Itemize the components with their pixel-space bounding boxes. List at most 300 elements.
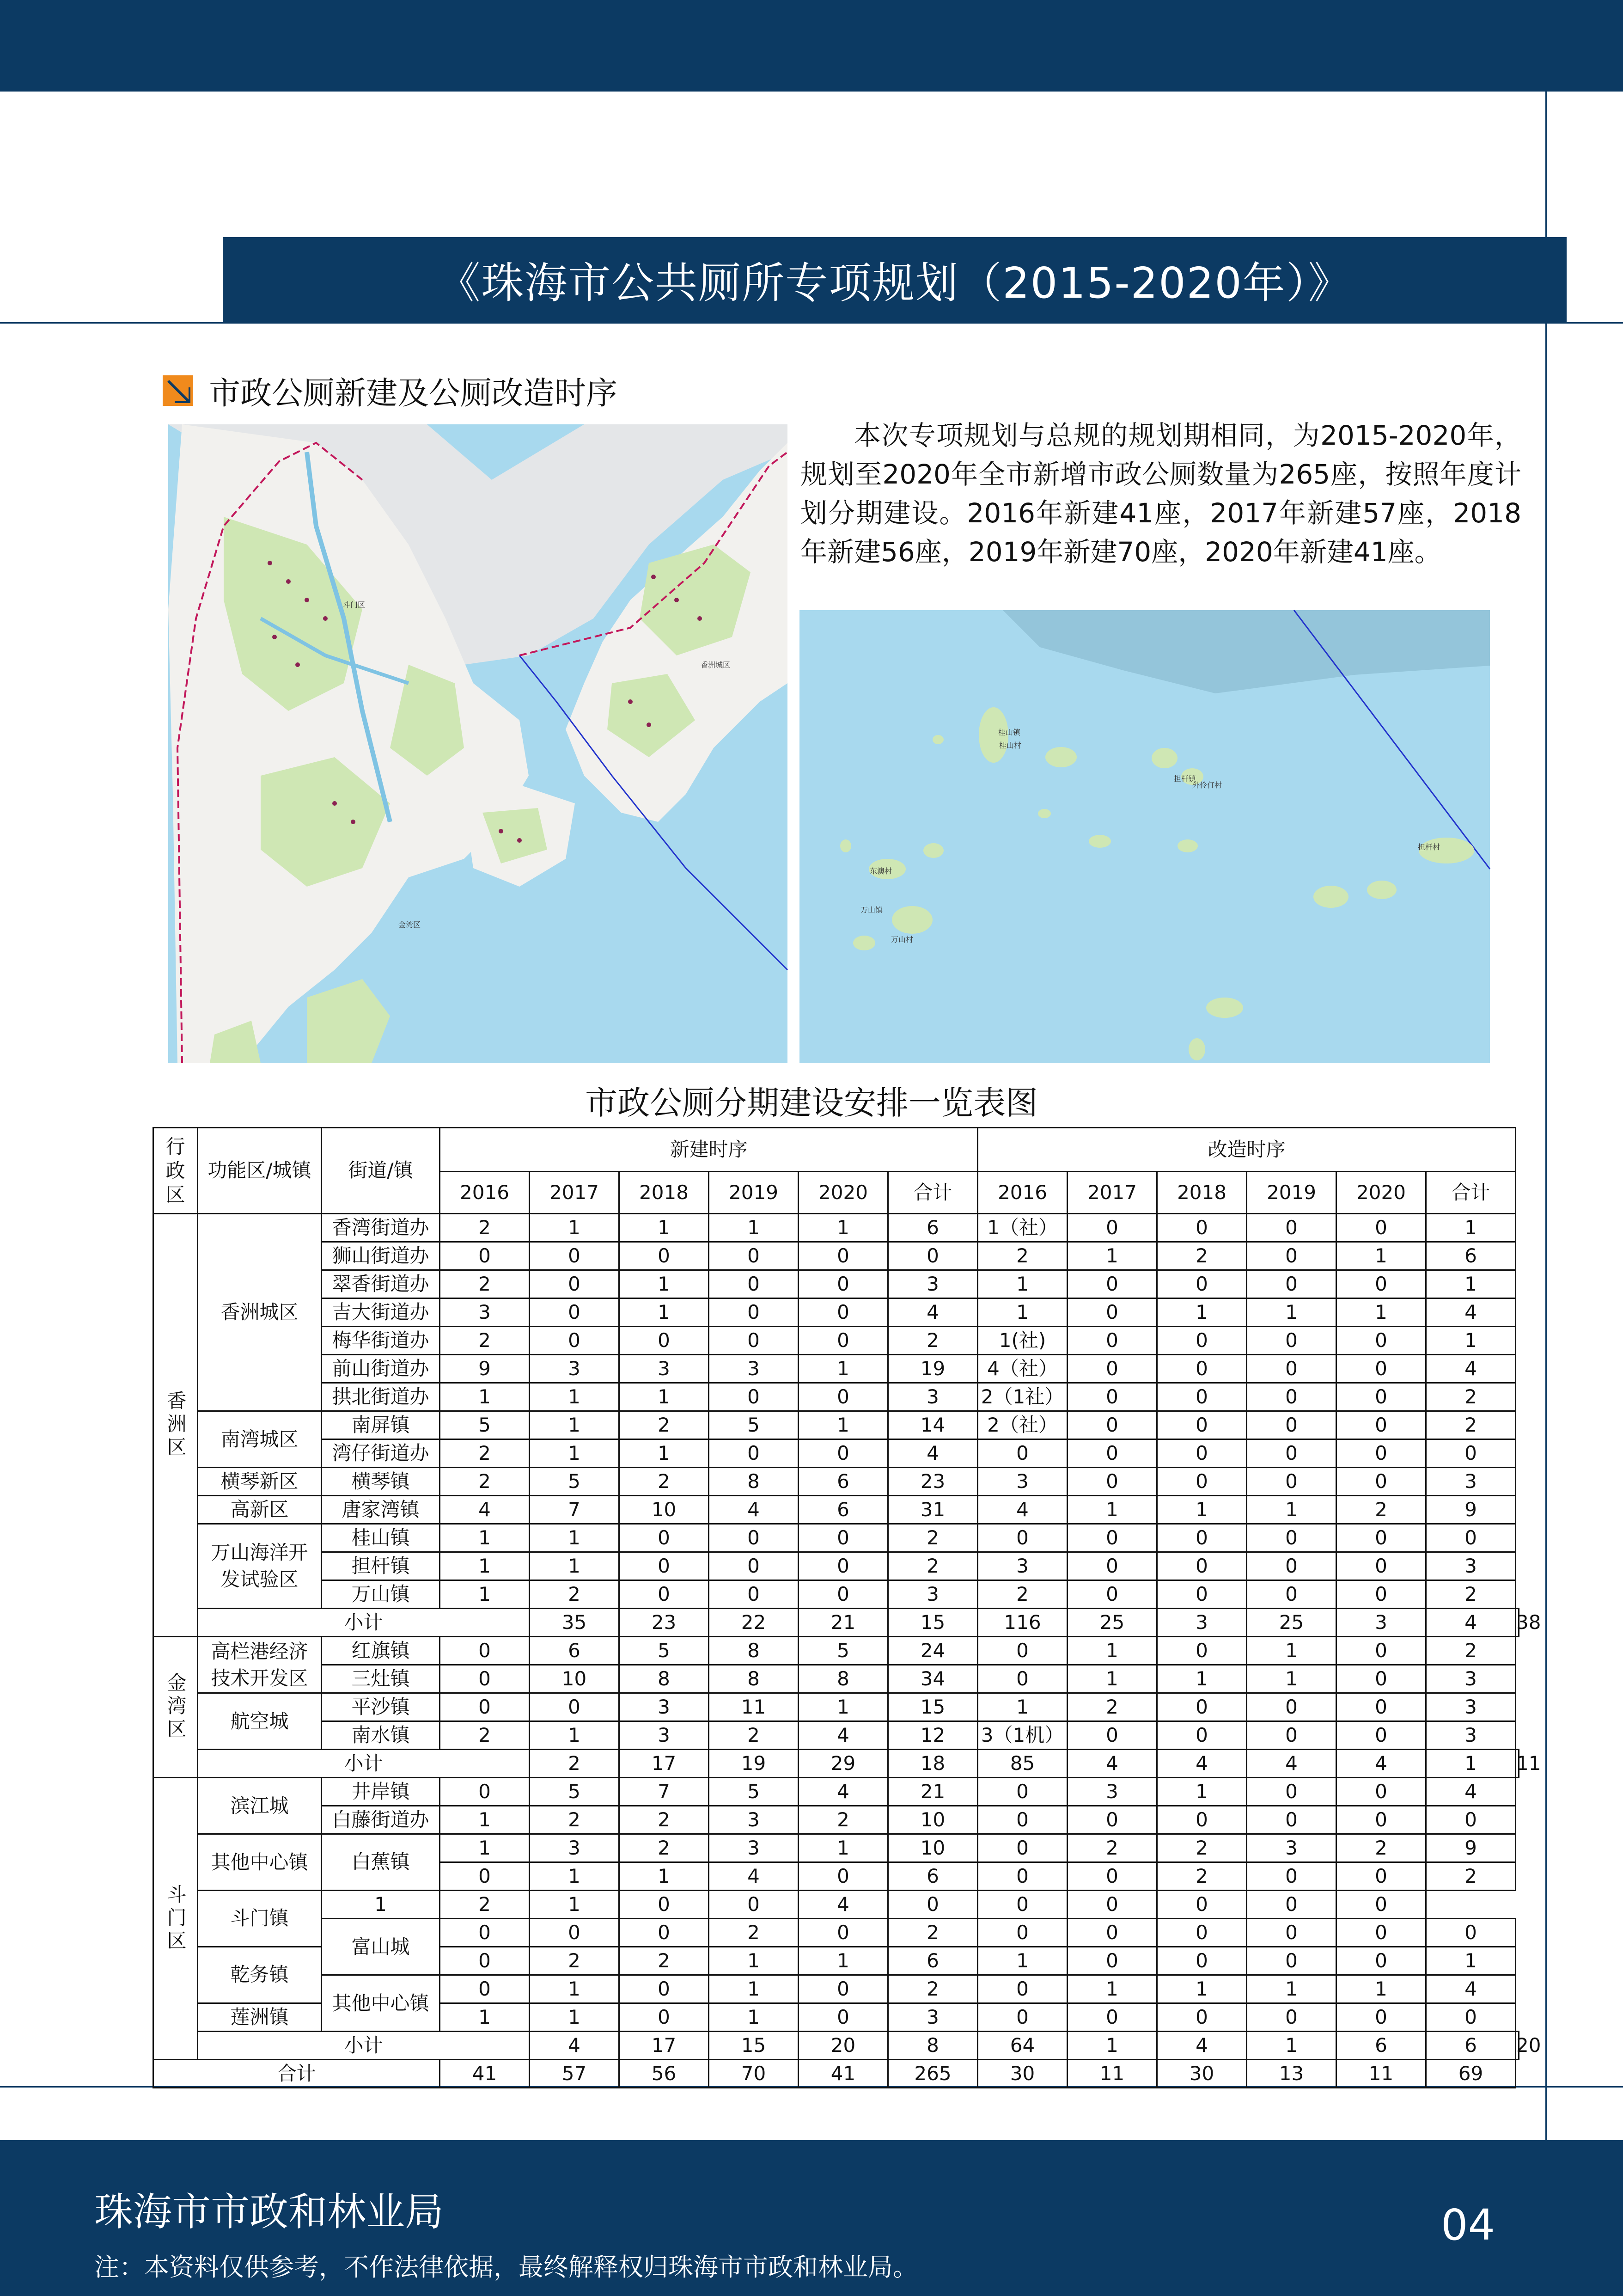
- renov-value-cell: 2: [978, 1242, 1068, 1270]
- renov-value-cell: 0: [1336, 1665, 1426, 1693]
- new-value-cell: 1: [530, 1862, 619, 1891]
- renov-value-cell: 1: [1426, 1327, 1516, 1355]
- table-row: [153, 1637, 1519, 1665]
- new-value-cell: 0: [799, 1270, 888, 1298]
- street-cell: 白蕉镇: [322, 1834, 440, 1891]
- table-row: [153, 1439, 1519, 1468]
- renov-value-cell: 4: [1426, 1975, 1516, 2003]
- renov-value-cell: 0: [1157, 1270, 1247, 1298]
- new-value-cell: 85: [978, 1750, 1068, 1778]
- renov-value-cell: 0: [1157, 1693, 1247, 1721]
- new-value-cell: 1: [619, 1270, 709, 1298]
- new-value-cell: 6: [888, 1862, 978, 1891]
- new-value-cell: 2: [619, 1806, 709, 1834]
- renov-value-cell: 0: [1157, 1355, 1247, 1383]
- new-value-cell: 0: [619, 1580, 709, 1609]
- new-value-cell: 3: [619, 1355, 709, 1383]
- street-cell: 红旗镇: [322, 1637, 440, 1665]
- new-value-cell: 0: [619, 1524, 709, 1552]
- renov-value-cell: 30: [978, 2060, 1068, 2088]
- map-islands: [799, 610, 1490, 1063]
- new-value-cell: 8: [799, 1665, 888, 1693]
- new-value-cell: 64: [978, 2032, 1068, 2060]
- renov-value-cell: 11: [1336, 2060, 1426, 2088]
- renov-value-cell: 0: [1157, 1439, 1247, 1468]
- street-cell: 桂山镇: [322, 1524, 440, 1552]
- renov-value-cell: 2: [1157, 1242, 1247, 1270]
- street-cell: 斗门镇: [198, 1891, 322, 1947]
- renov-value-cell: 4: [1068, 1750, 1157, 1778]
- new-value-cell: 2: [888, 1327, 978, 1355]
- renov-value-cell: 38: [1516, 1609, 1519, 1637]
- new-value-cell: 21: [799, 1609, 888, 1637]
- header-new-year: 2019: [709, 1172, 799, 1214]
- renov-value-cell: 0: [1247, 1242, 1336, 1270]
- renov-value-cell: 0: [1247, 1806, 1336, 1834]
- renov-value-cell: 1: [1068, 2032, 1157, 2060]
- func-area-cell: 滨江城: [198, 1778, 322, 1834]
- new-value-cell: 20: [799, 2032, 888, 2060]
- new-value-cell: 1: [799, 1214, 888, 1242]
- new-value-cell: 2: [709, 1721, 799, 1750]
- renov-value-cell: 2（社）: [978, 1411, 1068, 1439]
- new-value-cell: 8: [619, 1665, 709, 1693]
- street-cell: 莲洲镇: [198, 2003, 322, 2032]
- new-value-cell: 1: [619, 1862, 709, 1891]
- renov-value-cell: 3: [1336, 1609, 1426, 1637]
- new-value-cell: 3: [709, 1806, 799, 1834]
- new-value-cell: 7: [619, 1778, 709, 1806]
- new-value-cell: 2: [440, 1468, 530, 1496]
- new-value-cell: 3: [619, 1693, 709, 1721]
- renov-value-cell: 0: [1247, 1947, 1336, 1975]
- new-value-cell: 2: [440, 1721, 530, 1750]
- new-value-cell: 6: [888, 1214, 978, 1242]
- renov-value-cell: 1: [1068, 1242, 1157, 1270]
- func-area-cell: 香洲城区: [198, 1214, 322, 1411]
- renov-value-cell: 6: [1426, 2032, 1516, 2060]
- section-header: [163, 370, 617, 411]
- renov-value-cell: 3: [1247, 1834, 1336, 1862]
- new-value-cell: 5: [709, 1411, 799, 1439]
- renov-value-cell: 4: [1157, 2032, 1247, 2060]
- new-value-cell: 0: [440, 1693, 530, 1721]
- renov-value-cell: 0: [1426, 1806, 1516, 1834]
- new-value-cell: 56: [619, 2060, 709, 2088]
- map-label-dangan-village: 担杆村: [1418, 843, 1440, 851]
- district-cell: 金湾区: [153, 1637, 198, 1778]
- renov-value-cell: 0: [1247, 1468, 1336, 1496]
- map-label-jinwan: 金湾区: [398, 920, 421, 929]
- table-row: [153, 1298, 1519, 1327]
- new-value-cell: 1: [440, 1383, 530, 1411]
- renov-value-cell: 0: [1426, 2003, 1516, 2032]
- table-row: [153, 1411, 1519, 1439]
- new-value-cell: 0: [440, 1975, 530, 2003]
- new-value-cell: 6: [530, 1637, 619, 1665]
- district-cell: 香洲区: [153, 1214, 198, 1637]
- street-cell: 前山街道办: [322, 1355, 440, 1383]
- new-value-cell: 6: [799, 1468, 888, 1496]
- new-value-cell: 0: [709, 1298, 799, 1327]
- table-title: 市政公厕分期建设安排一览表图: [585, 1084, 1038, 1122]
- new-value-cell: 4: [530, 2032, 619, 2060]
- new-value-cell: 24: [888, 1637, 978, 1665]
- renov-value-cell: 2: [1426, 1637, 1516, 1665]
- new-value-cell: 8: [709, 1637, 799, 1665]
- new-value-cell: 0: [799, 1552, 888, 1580]
- new-value-cell: 5: [619, 1637, 709, 1665]
- new-value-cell: 0: [709, 1524, 799, 1552]
- func-area-cell: 万山海洋开发试验区: [198, 1524, 322, 1609]
- func-area-cell: 高栏港经济技术开发区: [198, 1637, 322, 1693]
- renov-value-cell: 0: [1336, 1355, 1426, 1383]
- subtotal-label: 小计: [198, 1609, 530, 1637]
- header-district: 行政区: [153, 1128, 198, 1214]
- new-value-cell: 0: [799, 1242, 888, 1270]
- renov-value-cell: 0: [1157, 1468, 1247, 1496]
- table-row: [153, 1242, 1519, 1270]
- table-row: [153, 1778, 1519, 1806]
- renov-value-cell: 3: [978, 1468, 1068, 1496]
- table-row: [153, 1721, 1519, 1750]
- renov-value-cell: 3: [1426, 1552, 1516, 1580]
- new-value-cell: 6: [888, 1947, 978, 1975]
- renov-value-cell: 0: [1157, 1806, 1247, 1834]
- new-value-cell: 1: [440, 1580, 530, 1609]
- renov-value-cell: 1: [1247, 1665, 1336, 1693]
- new-value-cell: 31: [888, 1496, 978, 1524]
- subtotal-row: [153, 1609, 1519, 1637]
- header-renov-year: 2020: [1336, 1172, 1426, 1214]
- street-cell: 翠香街道办: [322, 1270, 440, 1298]
- new-value-cell: 14: [888, 1411, 978, 1439]
- renov-value-cell: 0: [1068, 1891, 1157, 1919]
- renov-value-cell: 0: [1068, 1468, 1157, 1496]
- new-value-cell: 0: [530, 1298, 619, 1327]
- arrow-down-right-icon: [163, 375, 193, 406]
- renov-value-cell: 2: [978, 1580, 1068, 1609]
- renov-value-cell: 0: [1426, 1919, 1516, 1947]
- header-renov-group: 改造时序: [978, 1128, 1516, 1172]
- street-cell: 担杆镇: [322, 1552, 440, 1580]
- new-value-cell: 4: [799, 1891, 888, 1919]
- new-value-cell: 2: [440, 1214, 530, 1242]
- new-value-cell: 2: [619, 1468, 709, 1496]
- new-value-cell: 0: [440, 1637, 530, 1665]
- renov-value-cell: 0: [978, 1778, 1068, 1806]
- renov-value-cell: 0: [1336, 1524, 1426, 1552]
- renov-value-cell: 0: [1068, 2003, 1157, 2032]
- new-value-cell: 15: [888, 1609, 978, 1637]
- new-value-cell: 3: [530, 1834, 619, 1862]
- renov-value-cell: 3: [1426, 1665, 1516, 1693]
- renov-value-cell: 1: [1068, 1975, 1157, 2003]
- new-value-cell: 5: [440, 1411, 530, 1439]
- map-label-guishan-town: 桂山镇: [998, 728, 1021, 737]
- new-value-cell: 22: [709, 1609, 799, 1637]
- new-value-cell: 19: [888, 1355, 978, 1383]
- renov-value-cell: 30: [1157, 2060, 1247, 2088]
- renov-value-cell: 4: [1426, 1298, 1516, 1327]
- renov-value-cell: 0: [1336, 1919, 1426, 1947]
- renov-value-cell: 0: [1068, 1947, 1157, 1975]
- street-cell: 南水镇: [322, 1721, 440, 1750]
- renov-value-cell: 0: [1247, 1693, 1336, 1721]
- new-value-cell: 7: [530, 1496, 619, 1524]
- renov-value-cell: 9: [1426, 1496, 1516, 1524]
- renov-value-cell: 0: [1068, 1552, 1157, 1580]
- renov-value-cell: 0: [978, 2003, 1068, 2032]
- renov-value-cell: 0: [1247, 1383, 1336, 1411]
- new-value-cell: 1: [530, 1975, 619, 2003]
- new-value-cell: 0: [440, 1778, 530, 1806]
- new-value-cell: 0: [799, 1580, 888, 1609]
- table-row: [153, 1552, 1519, 1580]
- new-value-cell: 2: [619, 1947, 709, 1975]
- new-value-cell: 1: [440, 1552, 530, 1580]
- new-value-cell: 4: [799, 1721, 888, 1750]
- new-value-cell: 0: [530, 1327, 619, 1355]
- renov-value-cell: 0: [1247, 1580, 1336, 1609]
- new-value-cell: 1: [440, 2003, 530, 2032]
- renov-value-cell: 3（1机）: [978, 1721, 1068, 1750]
- new-value-cell: 116: [978, 1609, 1068, 1637]
- total-label: 合计: [153, 2060, 440, 2088]
- func-area-cell: 高新区: [198, 1496, 322, 1524]
- renov-value-cell: 0: [978, 1524, 1068, 1552]
- renov-value-cell: 4: [1426, 1355, 1516, 1383]
- renov-value-cell: 0: [1068, 1721, 1157, 1750]
- new-value-cell: 1: [530, 1552, 619, 1580]
- header-func: 功能区/城镇: [198, 1128, 322, 1214]
- header-new-group: 新建时序: [440, 1128, 978, 1172]
- renov-value-cell: 1: [1157, 1298, 1247, 1327]
- new-value-cell: 0: [799, 1919, 888, 1947]
- street-cell: 白藤街道办: [322, 1806, 440, 1834]
- new-value-cell: 1: [530, 1383, 619, 1411]
- renov-value-cell: 0: [1247, 1721, 1336, 1750]
- renov-value-cell: 1: [1247, 1637, 1336, 1665]
- rule-upper: [0, 322, 1623, 324]
- header-new-year: 2017: [530, 1172, 619, 1214]
- renov-value-cell: 0: [1247, 1439, 1336, 1468]
- new-value-cell: 1: [530, 1524, 619, 1552]
- table-row: [153, 1693, 1519, 1721]
- new-value-cell: 1: [709, 2003, 799, 2032]
- renov-value-cell: 0: [1336, 2003, 1426, 2032]
- func-area-cell: 航空城: [198, 1693, 322, 1750]
- renov-value-cell: 0: [1336, 1806, 1426, 1834]
- renov-value-cell: 3: [1068, 1778, 1157, 1806]
- construction-schedule-table: [153, 1127, 1541, 2088]
- renov-value-cell: 0: [1157, 1383, 1247, 1411]
- table-row: [153, 1214, 1519, 1242]
- new-value-cell: 1: [799, 1411, 888, 1439]
- street-cell: 井岸镇: [322, 1778, 440, 1806]
- new-value-cell: 0: [799, 1975, 888, 2003]
- new-value-cell: 35: [530, 1609, 619, 1637]
- renov-value-cell: 69: [1426, 2060, 1516, 2088]
- map-label-xiangzhou: 香洲城区: [701, 661, 731, 669]
- new-value-cell: 2: [530, 1750, 619, 1778]
- footer-org: 珠海市市政和林业局: [94, 2189, 444, 2235]
- renov-value-cell: 0: [1336, 1637, 1426, 1665]
- new-value-cell: 1: [619, 1439, 709, 1468]
- header-new-year: 2016: [440, 1172, 530, 1214]
- new-value-cell: 1: [799, 1834, 888, 1862]
- new-value-cell: 17: [619, 1750, 709, 1778]
- street-cell: 万山镇: [322, 1580, 440, 1609]
- renov-value-cell: 1: [1157, 1665, 1247, 1693]
- table-row: [153, 1496, 1519, 1524]
- renov-value-cell: 0: [1157, 1919, 1247, 1947]
- renov-value-cell: 0: [1247, 1214, 1336, 1242]
- renov-value-cell: 0: [1157, 1214, 1247, 1242]
- table-row: [153, 1383, 1519, 1411]
- street-cell: 香湾街道办: [322, 1214, 440, 1242]
- new-value-cell: 0: [619, 1327, 709, 1355]
- new-value-cell: 1: [619, 1298, 709, 1327]
- new-value-cell: 0: [619, 1975, 709, 2003]
- new-value-cell: 0: [709, 1580, 799, 1609]
- renov-value-cell: 4: [1157, 1750, 1247, 1778]
- func-area-cell: 其他中心镇: [198, 1834, 322, 1891]
- map-label-guishan-village: 桂山村: [999, 741, 1022, 750]
- map-main-city: [168, 424, 787, 1063]
- street-cell: 梅华街道办: [322, 1327, 440, 1355]
- renov-value-cell: 1（社）: [978, 1214, 1068, 1242]
- new-value-cell: 0: [799, 2003, 888, 2032]
- renov-value-cell: 1: [1426, 1270, 1516, 1298]
- renov-value-cell: 20: [1516, 2032, 1519, 2060]
- renov-value-cell: 0: [1068, 1580, 1157, 1609]
- new-value-cell: 2: [888, 1524, 978, 1552]
- new-value-cell: 2: [799, 1806, 888, 1834]
- renov-value-cell: 0: [1336, 1383, 1426, 1411]
- street-cell: 吉大街道办: [322, 1298, 440, 1327]
- new-value-cell: 10: [530, 1665, 619, 1693]
- new-value-cell: 1: [440, 1806, 530, 1834]
- new-value-cell: 2: [530, 1806, 619, 1834]
- street-cell: 横琴镇: [322, 1468, 440, 1496]
- renov-value-cell: 0: [978, 1891, 1068, 1919]
- renov-value-cell: 6: [1426, 1242, 1516, 1270]
- renov-value-cell: 0: [1336, 1552, 1426, 1580]
- renov-value-cell: 1: [978, 1947, 1068, 1975]
- new-value-cell: 1: [530, 1411, 619, 1439]
- map-label-wanshan-village: 万山村: [891, 935, 914, 944]
- new-value-cell: 21: [888, 1778, 978, 1806]
- new-value-cell: 3: [888, 1580, 978, 1609]
- new-value-cell: 2: [888, 1552, 978, 1580]
- new-value-cell: 0: [709, 1270, 799, 1298]
- renov-value-cell: 0: [1336, 1439, 1426, 1468]
- table-row: [153, 1355, 1519, 1383]
- renov-value-cell: 1: [1247, 1496, 1336, 1524]
- renov-value-cell: 0: [1336, 1214, 1426, 1242]
- subtotal-row: [153, 1750, 1519, 1778]
- table-row: [153, 1834, 1519, 1862]
- renov-value-cell: 0: [1068, 1214, 1157, 1242]
- new-value-cell: 70: [709, 2060, 799, 2088]
- new-value-cell: 8: [709, 1665, 799, 1693]
- renov-value-cell: 2: [1426, 1383, 1516, 1411]
- new-value-cell: 1: [799, 1947, 888, 1975]
- street-cell: 唐家湾镇: [322, 1496, 440, 1524]
- renov-value-cell: 3: [1426, 1468, 1516, 1496]
- document-title: 《珠海市公共厕所专项规划（2015-2020年）》: [223, 237, 1567, 322]
- map-label-dangan-town: 担杆镇: [1174, 774, 1196, 783]
- new-value-cell: 4: [888, 1439, 978, 1468]
- new-value-cell: 1: [709, 1214, 799, 1242]
- renov-value-cell: 0: [1336, 1411, 1426, 1439]
- renov-value-cell: 0: [1247, 1270, 1336, 1298]
- renov-value-cell: 0: [1068, 1439, 1157, 1468]
- func-area-cell: 横琴新区: [198, 1468, 322, 1496]
- new-value-cell: 0: [799, 1298, 888, 1327]
- new-value-cell: 1: [799, 1355, 888, 1383]
- renov-value-cell: 0: [1157, 1721, 1247, 1750]
- renov-value-cell: 0: [978, 1919, 1068, 1947]
- renov-value-cell: 0: [888, 1891, 978, 1919]
- new-value-cell: 41: [799, 2060, 888, 2088]
- table-row: [153, 1975, 1519, 2003]
- renov-value-cell: 1: [1247, 1298, 1336, 1327]
- new-value-cell: 8: [888, 2032, 978, 2060]
- renov-value-cell: 0: [978, 1975, 1068, 2003]
- renov-value-cell: 0: [1157, 1637, 1247, 1665]
- new-value-cell: 0: [619, 1552, 709, 1580]
- renov-value-cell: 4: [1426, 1609, 1516, 1637]
- new-value-cell: 0: [530, 1693, 619, 1721]
- renov-value-cell: 0: [978, 1806, 1068, 1834]
- new-value-cell: 5: [530, 1778, 619, 1806]
- table-row: [153, 1327, 1519, 1355]
- new-value-cell: 1: [530, 1891, 619, 1919]
- new-value-cell: 8: [709, 1468, 799, 1496]
- header-renov-year: 2018: [1157, 1172, 1247, 1214]
- renov-value-cell: 25: [1247, 1609, 1336, 1637]
- renov-value-cell: 25: [1068, 1609, 1157, 1637]
- new-value-cell: 1: [530, 1214, 619, 1242]
- renov-value-cell: 1: [1336, 1298, 1426, 1327]
- new-value-cell: 2: [530, 1580, 619, 1609]
- renov-value-cell: 0: [1157, 1552, 1247, 1580]
- renov-value-cell: 0: [978, 1834, 1068, 1862]
- renov-value-cell: 1: [1068, 1496, 1157, 1524]
- renov-value-cell: 11: [1068, 2060, 1157, 2088]
- renov-value-cell: 0: [978, 1665, 1068, 1693]
- subtotal-label: 小计: [198, 2032, 530, 2060]
- table-row: [153, 1270, 1519, 1298]
- renov-value-cell: 0: [1336, 1270, 1426, 1298]
- renov-value-cell: 6: [1336, 2032, 1426, 2060]
- new-value-cell: 0: [530, 1919, 619, 1947]
- new-value-cell: 1: [530, 2003, 619, 2032]
- header-renov-year: 2016: [978, 1172, 1068, 1214]
- new-value-cell: 41: [440, 2060, 530, 2088]
- top-banner: [0, 0, 1623, 92]
- new-value-cell: 1: [709, 1947, 799, 1975]
- new-value-cell: 0: [709, 1242, 799, 1270]
- renov-value-cell: 0: [1336, 1580, 1426, 1609]
- renov-value-cell: 0: [1426, 1524, 1516, 1552]
- renov-value-cell: 0: [1157, 1947, 1247, 1975]
- renov-value-cell: 2: [1336, 1834, 1426, 1862]
- renov-value-cell: 1: [1157, 1975, 1247, 2003]
- new-value-cell: 2: [888, 1975, 978, 2003]
